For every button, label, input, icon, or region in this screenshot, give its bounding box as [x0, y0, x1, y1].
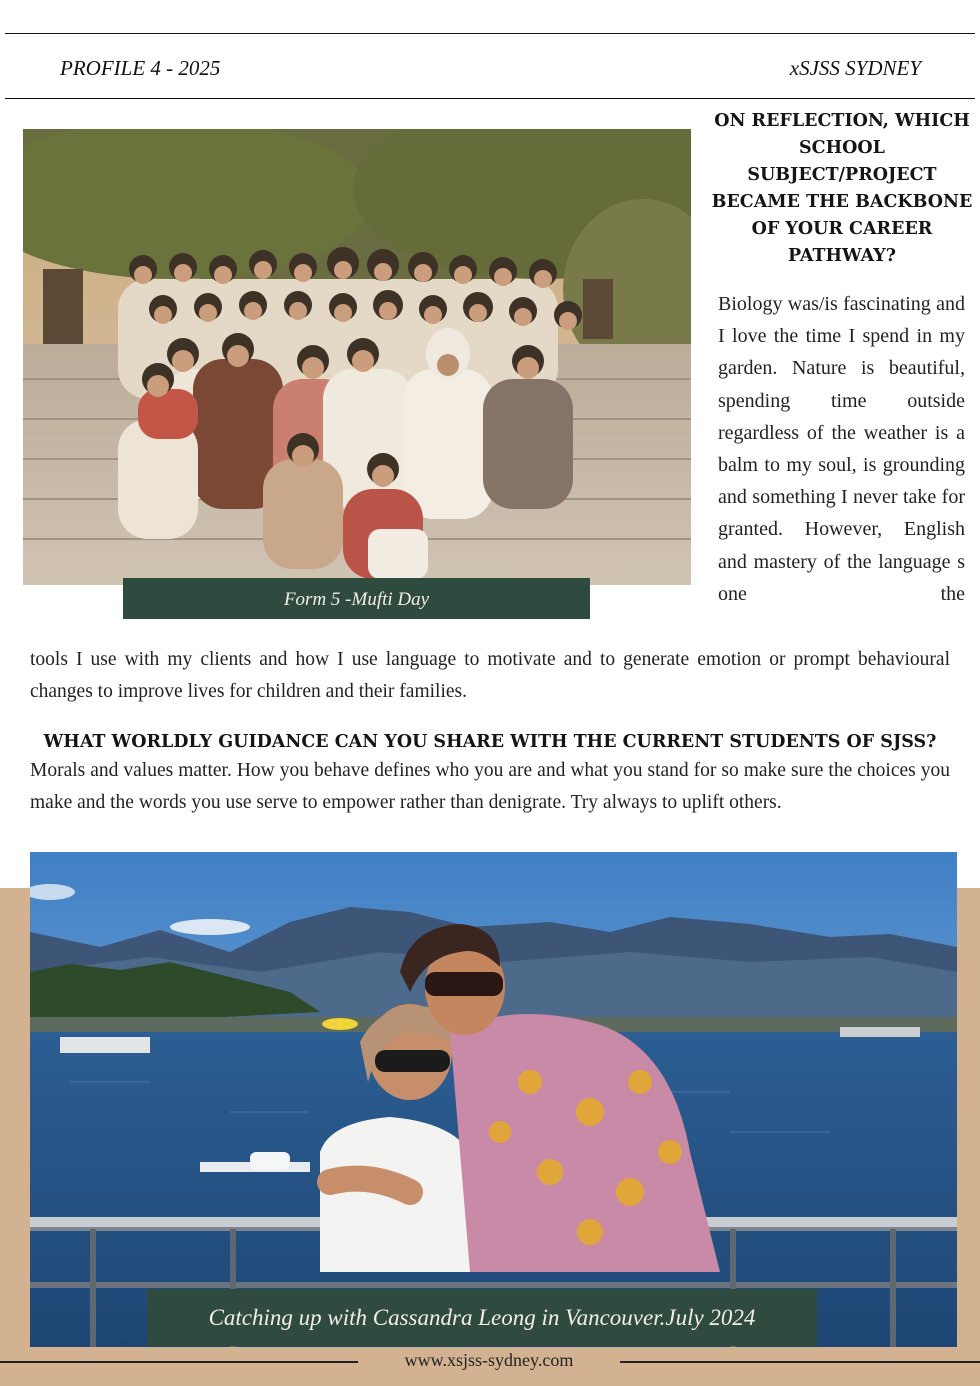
question-1-line: SCHOOL — [799, 138, 885, 158]
header-bottom-rule — [5, 98, 975, 99]
answer-1-continued-text: tools I use with my clients and how I use language to motivate and to generate emotion or prompt behavioural changes to improve lives for children and their families. — [30, 649, 950, 702]
photo2-caption: Catching up with Cassandra Leong in Vancouver.July 2024 — [147, 1289, 817, 1346]
answer-1-column-text: Biology was/is fascinating and I love the time I spend in my garden. Nature is beautiful, spending time outside regardless of the weather is a balm to my soul, is grounding and something I never take for granted. However, English and mastery of the language s one the — [718, 293, 965, 605]
group-photo — [23, 129, 691, 585]
photo1-caption: Form 5 -Mufti Day — [123, 578, 590, 619]
footer-rule-left — [0, 1361, 358, 1363]
question-1-line: BECAME THE BACKBONE — [711, 192, 973, 212]
question-1-line: OF YOUR CAREER — [751, 219, 933, 239]
header-top-rule — [5, 33, 975, 34]
vancouver-photo — [30, 852, 957, 1347]
question-2-heading: WHAT WORLDLY GUIDANCE CAN YOU SHARE WITH THE CURRENT STUDENTS OF SJSS? — [43, 732, 937, 752]
header-site-label: xSJSS SYDNEY — [789, 56, 921, 80]
question-1-line: ON REFLECTION, WHICH — [714, 111, 970, 131]
answer-2-text: Morals and values matter. How you behave defines who you are and what you stand for so make sure the choices you make and the words you use serve to empower rather than denigrate. Try always to uplift others. — [30, 760, 950, 813]
question-1-line: SUBJECT/PROJECT — [747, 165, 937, 185]
footer-rule-right — [620, 1361, 980, 1363]
footer-url[interactable]: www.xsjss-sydney.com — [404, 1350, 574, 1370]
question-1-heading — [706, 108, 978, 270]
header-profile-label: PROFILE 4 - 2025 — [60, 56, 221, 80]
question-1-line: PATHWAY? — [787, 246, 897, 266]
